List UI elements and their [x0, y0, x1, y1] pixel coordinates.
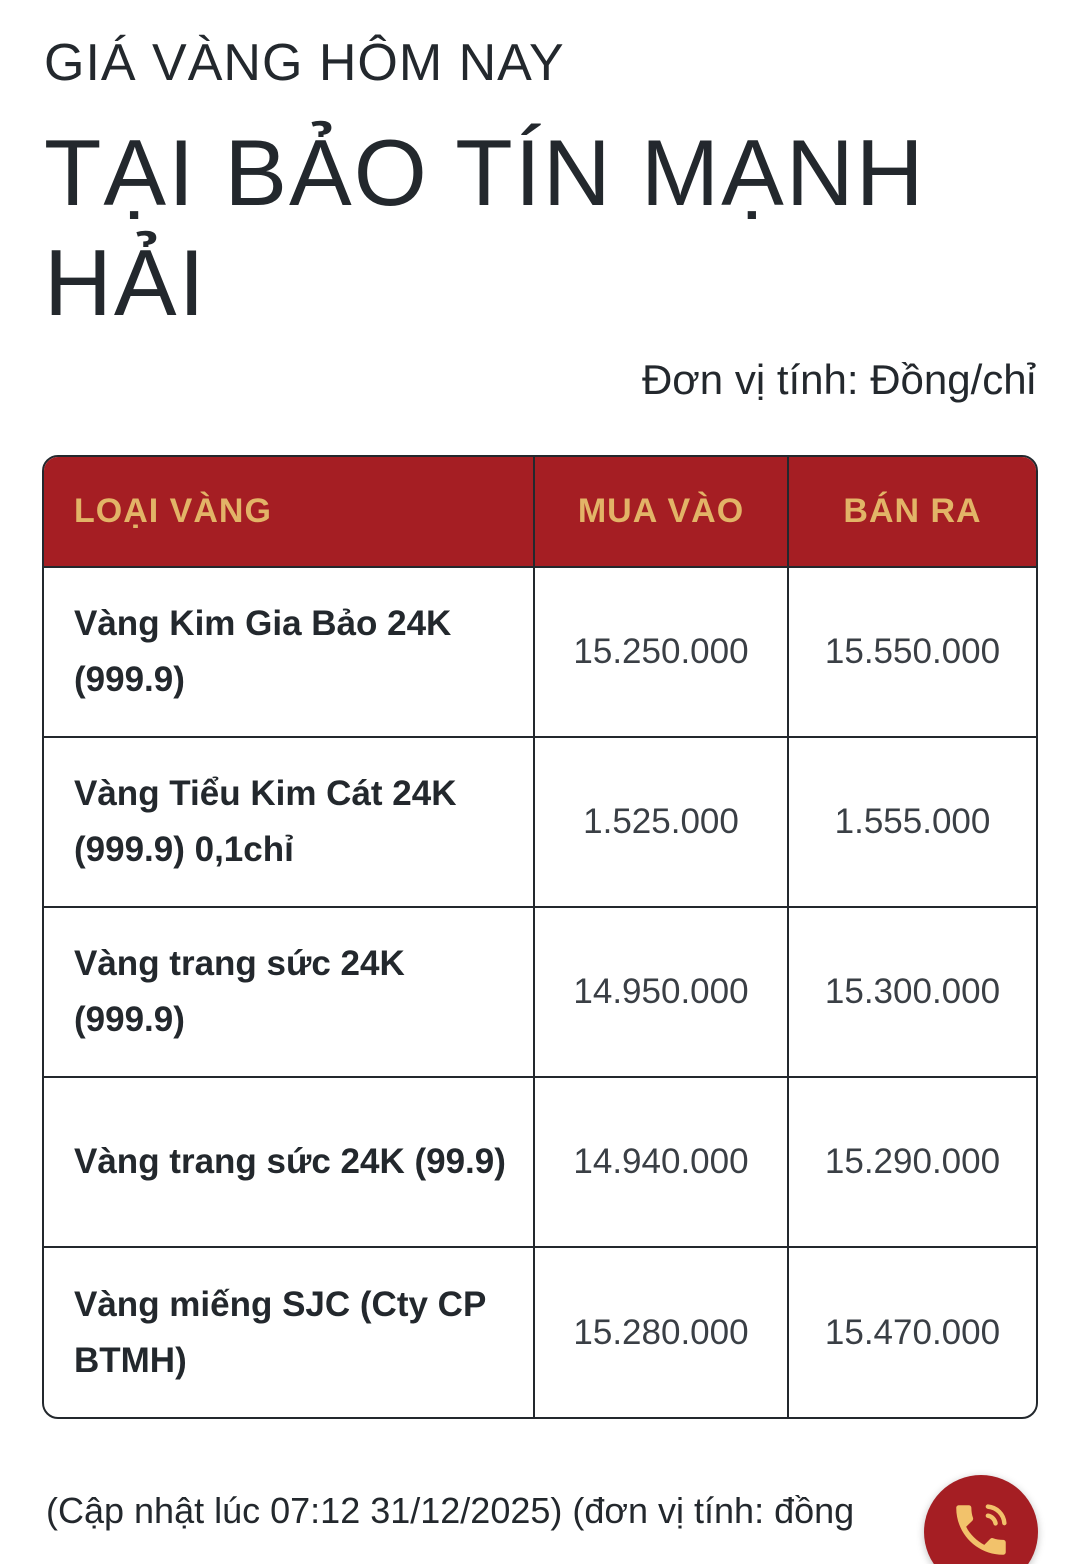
- column-header-buy: MUA VÀO: [534, 457, 788, 567]
- sell-price-cell: 15.290.000: [788, 1077, 1036, 1247]
- buy-price-cell: 1.525.000: [534, 737, 788, 907]
- phone-icon: [948, 1497, 1014, 1563]
- sell-price-cell: 1.555.000: [788, 737, 1036, 907]
- table-row: [44, 1247, 1036, 1417]
- call-button[interactable]: [924, 1475, 1038, 1564]
- page-kicker: GIÁ VÀNG HÔM NAY: [44, 34, 565, 92]
- gold-type-cell: Vàng Tiểu Kim Cát 24K (999.9) 0,1chỉ: [44, 737, 534, 907]
- page-title: TẠI BẢO TÍN MẠNH HẢI: [44, 120, 926, 335]
- unit-note: Đơn vị tính: Đồng/chỉ: [641, 356, 1036, 403]
- gold-type-cell: Vàng trang sức 24K (99.9): [44, 1077, 534, 1247]
- gold-price-table: [42, 455, 1038, 1419]
- gold-type-cell: Vàng miếng SJC (Cty CP BTMH): [44, 1247, 534, 1417]
- buy-price-cell: 15.280.000: [534, 1247, 788, 1417]
- table-header-row: [44, 457, 1036, 567]
- table-row: [44, 1077, 1036, 1247]
- buy-price-cell: 15.250.000: [534, 567, 788, 737]
- buy-price-cell: 14.950.000: [534, 907, 788, 1077]
- table-row: [44, 907, 1036, 1077]
- gold-type-cell: Vàng Kim Gia Bảo 24K (999.9): [44, 567, 534, 737]
- sell-price-cell: 15.470.000: [824, 1312, 1001, 1352]
- table-row: [44, 737, 1036, 907]
- buy-price-cell: 14.940.000: [534, 1077, 788, 1247]
- sell-price-cell: 15.300.000: [788, 907, 1036, 1077]
- update-timestamp: (Cập nhật lúc 07:12 31/12/2025) (đơn vị tính: đồng: [46, 1490, 855, 1531]
- column-header-sell: BÁN RA: [788, 457, 1036, 567]
- table-row: [44, 567, 1036, 737]
- gold-type-cell: Vàng trang sức 24K (999.9): [44, 907, 534, 1077]
- sell-price-cell: 15.550.000: [788, 567, 1036, 737]
- column-header-type: LOẠI VÀNG: [44, 457, 534, 567]
